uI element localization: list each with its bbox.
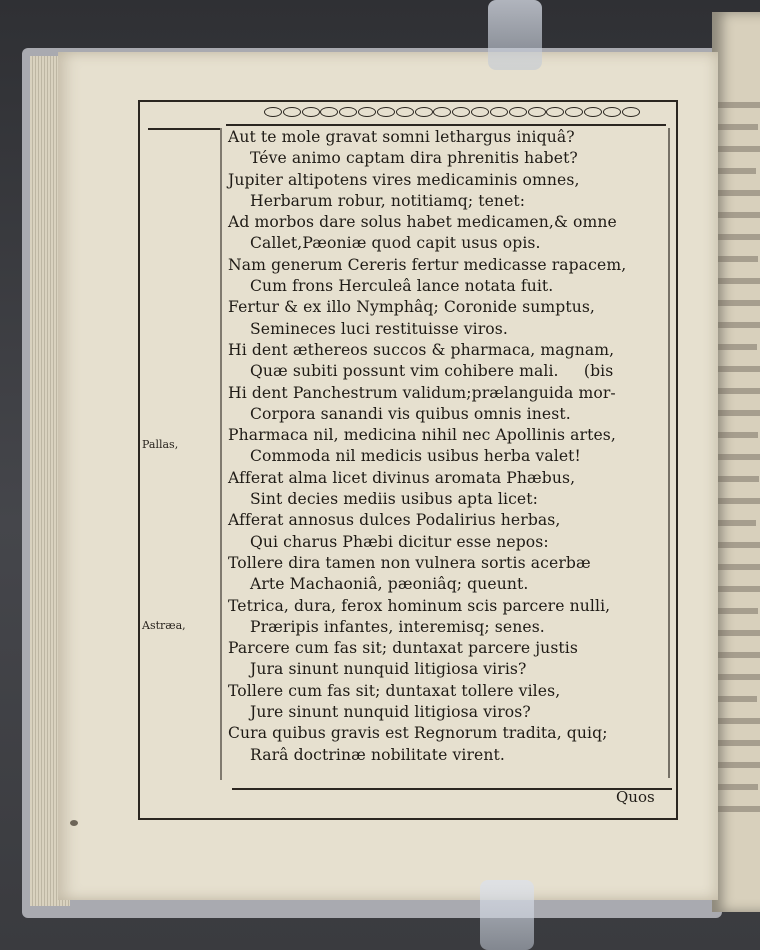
verse-line: Hi dent æthereos succos & pharmaca, magnam, [228,340,615,359]
verse-line: Corpora sanandi vis quibus omnis inest. [250,404,571,423]
verse-line: Qui charus Phæbi dicitur esse nepos: [250,532,549,551]
margin-header-rule [148,128,220,130]
verse-line: Tetrica, dura, ferox hominum scis parcere nulli, [228,596,611,615]
verse-line: Ad morbos dare solus habet medicamen,& omne [228,213,617,232]
margin-note-pallas: Pallas, [142,438,179,451]
top-page-clip [488,0,542,70]
verse-line: Nam generum Cereris fertur medicasse rapacem, [228,255,627,274]
verse-line: Jura sinunt nunquid litigiosa viris? [250,660,527,679]
verse-line: Cura quibus gravis est Regnorum tradita, quiq; [228,724,608,743]
verse-line: Semineces luci restituisse viros. [250,319,508,338]
margin-note-astraea: Astræa, [142,619,186,632]
ornament-band [264,104,640,120]
verse-line: Callet,Pæoniæ quod capit usus opis. [250,234,541,253]
verse-line: Parcere cum fas sit; duntaxat parcere justis [228,639,578,658]
ink-blot [70,820,78,826]
facing-page-sliver [712,12,760,912]
footer-rule [232,788,672,790]
verse-line: Fertur & ex illo Nymphâq; Coronide sumptus, [228,298,595,317]
verse-line: Tollere cum fas sit; duntaxat tollere viles, [228,681,561,700]
verse-line: Tollere dira tamen non vulnera sortis acerbæ [228,553,591,572]
verse-line: Pharmaca nil, medicina nihil nec Apollinis artes, [228,426,616,445]
verse-line: Téve animo captam dira phrenitis habet? [250,149,578,168]
verse-line: Hi dent Panchestrum validum;prælanguida mor- [228,383,616,402]
margin-column-divider [220,128,222,780]
header-rule [226,124,666,126]
verse-line: Jupiter altipotens vires medicaminis omnes, [228,170,580,189]
verse-line: Rarâ doctrinæ nobilitate virent. [250,745,505,764]
verse-line: Præripis infantes, interemisq; senes. [250,617,545,636]
verse-line: Herbarum robur, notitiamq; tenet: [250,191,526,210]
verse-line: Commoda nil medicis usibus herba valet! [250,447,581,466]
verse-line: Sint decies mediis usibus apta licet: [250,490,538,509]
verse-line: Aut te mole gravat somni lethargus iniquâ? [228,128,575,146]
verse-line: Afferat annosus dulces Podalirius herbas, [228,511,561,530]
verse-line: Cum frons Herculeâ lance notata fuit. [250,277,554,296]
verse-line: Arte Machaoniâ, pæoniâq; queunt. [250,575,529,594]
catchword: Quos [616,788,655,806]
bottom-page-clip [480,880,534,950]
poem-text [228,127,674,766]
verse-line: Jure sinunt nunquid litigiosa viros? [250,703,531,722]
verse-line: Afferat alma licet divinus aromata Phæbus, [228,468,576,487]
verse-line: Quæ subiti possunt vim cohibere mali. (bis [250,362,614,381]
